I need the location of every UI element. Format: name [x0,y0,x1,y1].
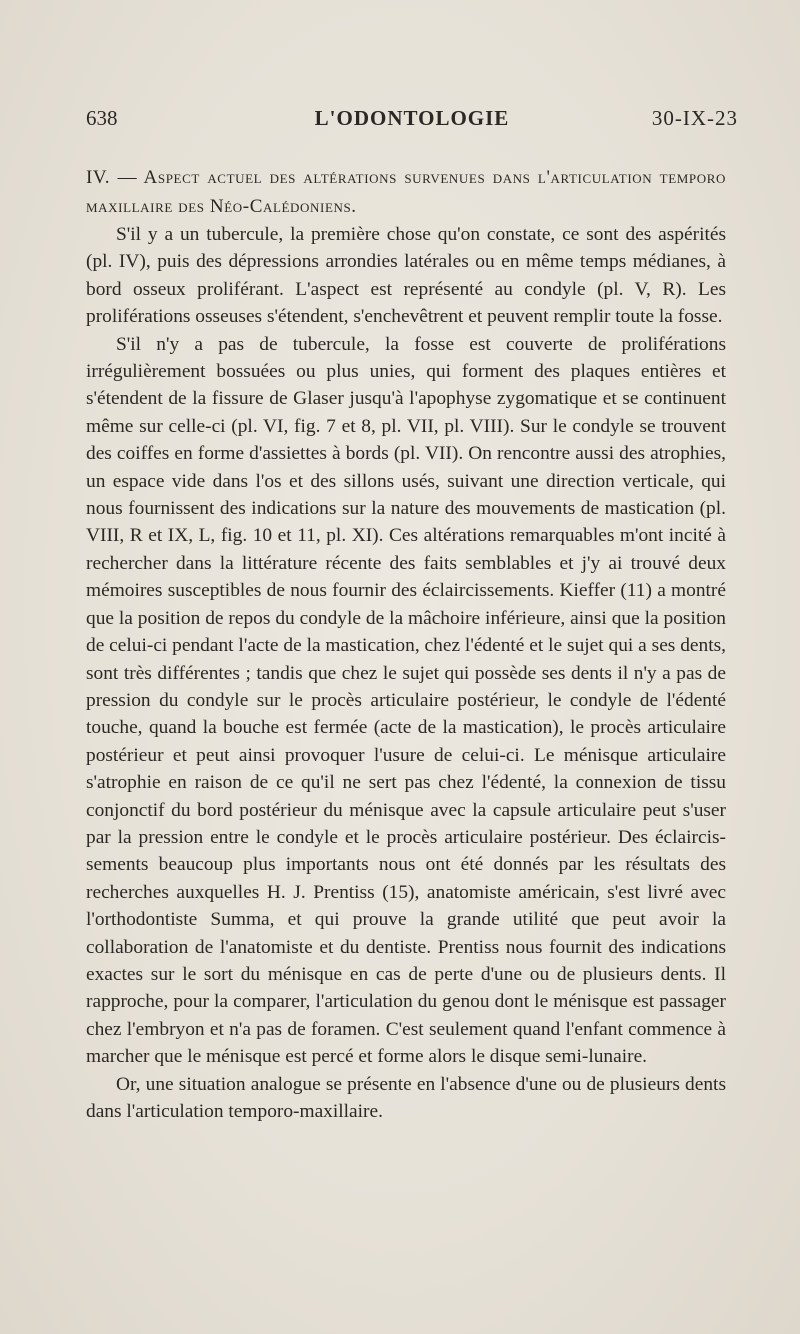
paragraph: Or, une situation analogue se présente en l'absence d'une ou de plusieurs dents dans l'articulation temporo-maxillaire. [86,1073,726,1122]
body-text [86,221,726,1125]
page-number: 638 [86,106,118,130]
journal-title: L'ODONTOLOGIE [314,106,510,130]
paragraph: S'il n'y a pas de tubercule, la fosse est couverte de proliférations irrégulièrement bossuées ou plus unies, qui forment des plaques entières et s'étendent de la fissure de Glaser jusqu'à l'apophyse zygomatique et se continuent même sur celle-ci (pl. VI, fig. 7 et 8, pl. VII, pl. VIII). Sur le condyle se trouvent des coiffes en forme d'assiettes à bords (pl. VII). On rencontre aussi des atrophies, un espace vide dans l'os et des sillons usés, suivant une direction verticale, qui nous fournissent des indications sur la nature des mouvements de mastication (pl. VIII, R et IX, L, fig. 10 et 11, pl. XI). Ces altérations remarquables m'ont incité à rechercher dans la littérature récente des faits semblables et j'y ai trouvé deux mémoires susceptibles de nous fournir des éclaircissements. Kieffer (11) a montré que la position de repos du condyle de la mâchoire inférieure, ainsi que la position de celui-ci pendant l'acte de la mastication, chez l'édenté et le sujet qui a ses dents, sont très différentes ; tandis que chez le sujet qui possède ses dents il n'y a pas de pression du condyle sur le procès articulaire postérieur, le condyle de l'édenté touche, quand la bouche est fermée (acte de la mastication), le procès articulaire postérieur et peut ainsi provoquer l'usure de celui-ci. Le ménisque articulaire s'atrophie en raison de ce qu'il ne sert pas chez l'édenté, la connexion de tissu conjonctif du bord postérieur du ménisque avec la capsule articulaire peut s'user par la pression entre le condyle et le procès articulaire postérieur. Des éclaircissements beaucoup plus importants nous ont été donnés par les résultats des recherches auxquelles H. J. Prentiss (15), anatomiste américain, s'est livré avec l'orthodontiste Summa, et qui prouve la grande utilité que peut avoir la collaboration de l'anatomiste et du dentiste. Prentiss nous fournit des indications exactes sur le sort du ménisque en cas de perte d'une ou de plusieurs dents. Il rapproche, pour la comparer, l'articulation du genou dont le ménisque est passager chez l'embryon et n'a pas de foramen. C'est seulement quand l'enfant commence à marcher que le ménisque est percé et forme alors le disque semi-lunaire. [86,333,726,1068]
running-header [86,106,738,136]
issue-date: 30-IX-23 [651,106,738,130]
section-heading: IV. — Aspect actuel des altérations survenues dans l'articulation temporo maxillaire des Néo-Calédoniens. [86,167,726,217]
paragraph: S'il y a un tubercule, la première chose qu'on constate, ce sont des aspérités (pl. IV), puis des dépressions arrondies latérales ou en même temps médianes, à bord osseux proliférant. L'aspect est représenté au condyle (pl. V, R). Les proliférations osseuses s'étendent, s'enchevêtrent et peuvent remplir toute la fosse. [86,224,726,328]
